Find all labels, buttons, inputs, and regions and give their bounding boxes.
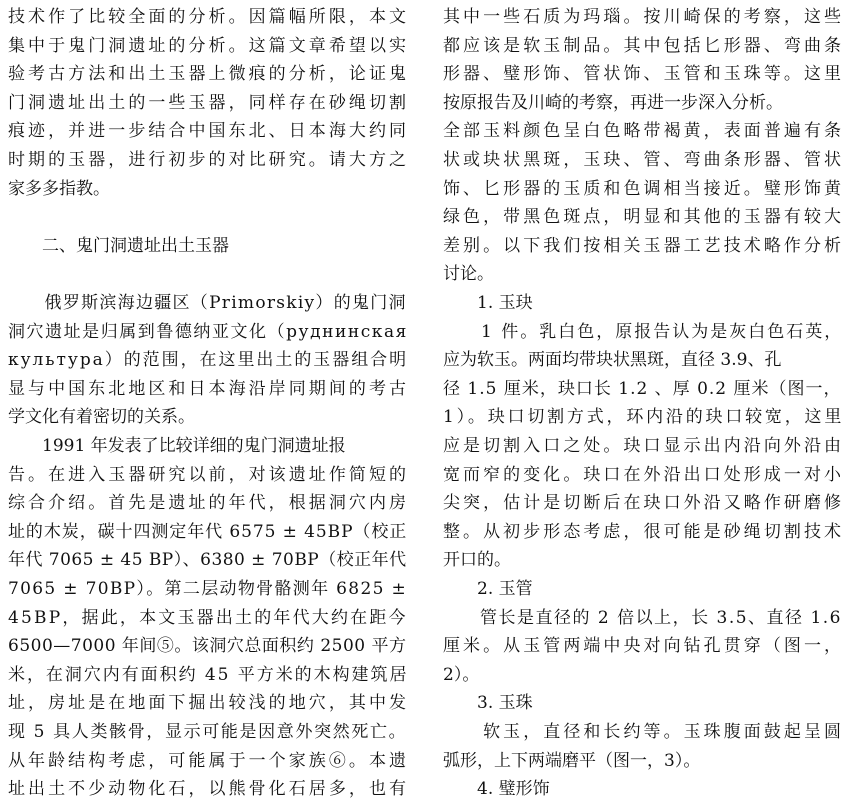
left-column-text-line: 洞穴遗址是归属到鲁德纳亚文化（руднинская xyxy=(8,321,408,342)
subsection-heading: 1. 玉玦 xyxy=(443,293,533,313)
right-column-text-line: 开口的。 xyxy=(443,550,511,571)
left-column-text-line: 1991 年发表了比较详细的鬼门洞遗址报 xyxy=(8,436,346,456)
right-column-text-line: 讨论。 xyxy=(443,264,494,285)
left-column-text-line: 家多多指教。 xyxy=(8,178,110,199)
right-column-text-line: 弧形，上下两端磨平（图一，3）。 xyxy=(443,750,701,771)
right-column-text-line: 饰、匕形器的玉质和色调相当接近。璧形饰黄 xyxy=(443,178,845,199)
right-column-text-line: 按原报告及川崎的考察，再进一步深入分析。 xyxy=(443,92,783,113)
left-column-text-line: 告。在进入玉器研究以前，对该遗址作简短的 xyxy=(8,464,410,485)
left-column-text-line: 时期的玉器，进行初步的对比研究。请大方之 xyxy=(8,150,410,170)
left-column-text-line: 从年龄结构考虑，可能属于一个家族⑥。本遗 xyxy=(8,750,410,771)
right-column-text-line: 全部玉料颜色呈白色略带褐黄，表面普遍有条 xyxy=(443,121,845,142)
right-column-text-line: 径 1.5 厘米，玦口长 1.2 、厚 0.2 厘米（图一， xyxy=(443,378,842,399)
left-column-text-line: 7065 ± 70BP）。第二层动物骨骼测年 6825 ± xyxy=(8,579,408,599)
left-column-text-line: культура）的范围，在这里出土的玉器组合明 xyxy=(8,350,409,371)
right-column-text-line: 厘米。从玉管两端中央对向钻孔贯穿（图一， xyxy=(443,636,845,657)
left-column-text-line: 现 5 具人类骸骨，显示可能是因意外突然死亡。 xyxy=(8,722,408,742)
right-column-text-line: 尖突，估计是切断后在玦口外沿又略作研磨修 xyxy=(443,493,845,514)
left-column-text-line: 学文化有着密切的关系。 xyxy=(8,407,195,428)
right-column-text-line: 绿色，带黑色斑点，明显和其他的玉器有较大 xyxy=(443,207,845,228)
left-column-text-line: 址，房址是在地面下掘出较浅的地穴，其中发 xyxy=(8,693,410,714)
right-column-text-line: 其中一些石质为玛瑙。按川崎保的考察，这些 xyxy=(443,7,845,27)
left-column-text-line: 址出土不少动物化石，以熊骨化石居多，也有 xyxy=(8,779,410,800)
right-column-text-line: 状或块状黑斑，玉玦、管、弯曲条形器、管状 xyxy=(443,150,845,170)
left-column-text-line: 验考古方法和出土玉器上微痕的分析，论证鬼 xyxy=(8,64,410,85)
subsection-heading: 3. 玉珠 xyxy=(443,693,533,714)
left-column-text-line: 45BP，据此，本文玉器出土的年代大约在距今 xyxy=(8,607,408,628)
right-column-text-line: 整。从初步形态考虑，很可能是砂绳切割技术 xyxy=(443,521,845,542)
right-column-text-line: 都应该是软玉制品。其中包括匕形器、弯曲条 xyxy=(443,35,845,56)
section-heading: 二、鬼门洞遗址出土玉器 xyxy=(8,235,229,256)
right-column-text-line: 应是切割入口之处。玦口显示出内沿向外沿由 xyxy=(443,436,845,456)
right-column-text-line: 差别。以下我们按相关玉器工艺技术略作分析 xyxy=(443,235,845,256)
left-column-text-line: 门洞遗址出土的一些玉器，同样存在砂绳切割 xyxy=(8,92,410,113)
left-column-text-line: 显与中国东北地区和日本海沿岸同期间的考古 xyxy=(8,378,410,399)
left-column-text-line: 址的木炭，碳十四测定年代 6575 ± 45BP（校正 xyxy=(8,521,408,542)
left-column-text-line: 年代 7065 ± 45 BP）、6380 ± 70BP（校正年代 xyxy=(8,550,407,571)
subsection-heading: 4. 璧形饰 xyxy=(443,779,550,800)
left-column-text-line: 集中于鬼门洞遗址的分析。这篇文章希望以实 xyxy=(8,35,410,56)
right-column-text-line: 1）。玦口切割方式，环内沿的玦口较宽，这里 xyxy=(443,407,845,428)
right-column-text-line: 软玉，直径和长约等。玉珠腹面鼓起呈圆 xyxy=(443,722,845,742)
right-column-text-line: 形器、璧形饰、管状饰、玉管和玉珠等。这里 xyxy=(443,64,845,85)
left-column-text-line: 6500—7000 年间⑤。该洞穴总面积约 2500 平方 xyxy=(8,636,407,657)
left-column-text-line: 技术作了比较全面的分析。因篇幅所限，本文 xyxy=(8,7,410,27)
right-column-text-line: 应为软玉。两面均带块状黑斑，直径 3.9、孔 xyxy=(443,350,782,371)
subsection-heading: 2. 玉管 xyxy=(443,579,533,599)
left-column-text-line: 俄罗斯滨海边疆区（Primorskiy）的鬼门洞 xyxy=(8,293,407,313)
left-column-text-line: 米，在洞穴内有面积约 45 平方米的木构建筑居 xyxy=(8,664,409,685)
right-column-text-line: 1 件。乳白色，原报告认为是灰白色石英， xyxy=(443,321,844,342)
right-column-text-line: 宽而窄的变化。玦口在外沿出口处形成一对小 xyxy=(443,464,845,485)
left-column-text-line: 综合介绍。首先是遗址的年代，根据洞穴内房 xyxy=(8,493,410,514)
right-column-text-line: 管长是直径的 2 倍以上，长 3.5、直径 1.6 xyxy=(443,607,843,628)
left-column-text-line: 痕迹，并进一步结合中国东北、日本海大约同 xyxy=(8,121,410,142)
right-column-text-line: 2）。 xyxy=(443,664,480,685)
